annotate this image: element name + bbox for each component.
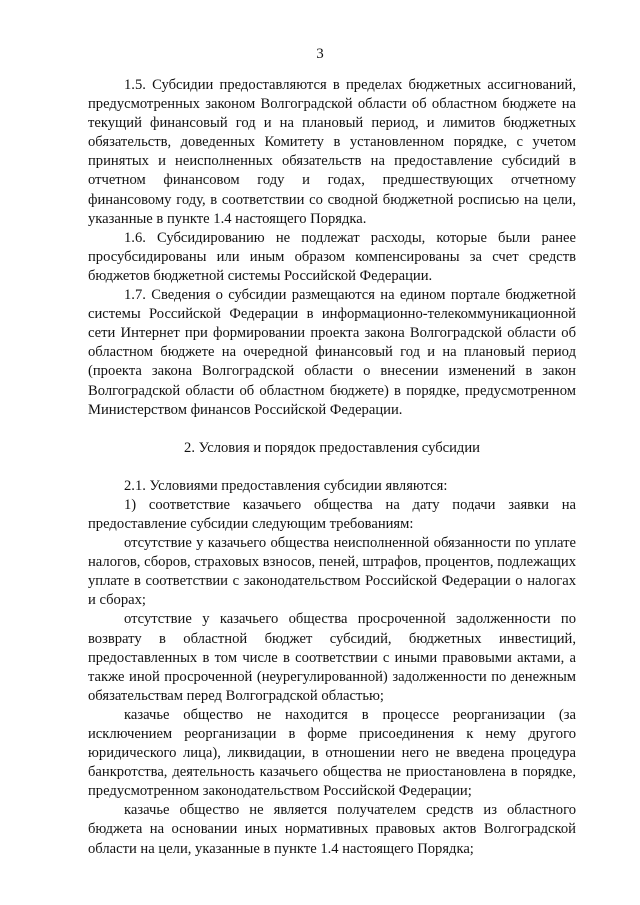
page-number: 3 [316,46,324,62]
paragraph-condition-1: 1) соответствие казачьего общества на дату подачи заявки на предоставление субсидии следующим требованиям: [88,496,576,532]
document-body [88,76,576,859]
paragraph-2-1: 2.1. Условиями предоставления субсидии являются: [124,477,448,494]
paragraph-requirement-taxes: отсутствие у казачьего общества неисполненной обязанности по уплате налогов, сборов, страховых взносов, пеней, штрафов, процентов, подлежащих уплате в соответствии с законодательством Российской Федерации о налогах и сборах; [88,535,576,609]
paragraph-1-7: 1.7. Сведения о субсидии размещаются на едином портале бюджетной системы Российской Федерации в информационно-телекоммуникационной сети Интернет при формировании проекта закона Волгоградской области об областном бюджете на очередной финансовый год и на плановый период (проекта закона Волгоградской области о внесении изменений в закон Волгоградской области об областном бюджете) в порядке, предусмотренном Министерством финансов Российской Федерации. [88,287,576,418]
section-title: 2. Условия и порядок предоставления субсидии [184,439,480,456]
paragraph-1-6: 1.6. Субсидированию не подлежат расходы, которые были ранее просубсидированы или иным образом компенсированы за счет средств бюджетов бюджетной системы Российской Федерации. [88,229,576,284]
paragraph-requirement-reorganization: казачье общество не находится в процессе реорганизации (за исключением реорганизации в форме присоединения к нему другого юридического лица), ликвидации, в отношении него не введена процедура банкротства, деятельность казачьего общества не приостановлена в порядке, предусмотренном законодательством Российской Федерации; [88,706,576,800]
paragraph-1-5: 1.5. Субсидии предоставляются в пределах бюджетных ассигнований, предусмотренных законом Волгоградской области об областном бюджете на текущий финансовый год и на плановый период, и лимитов бюджетных обязательств, доведенных Комитету в установленном порядке, с учетом принятых и неисполненных обязательств на предоставление субсидий в отчетном финансовом году и годах, предшествующих отчетному финансовому году, в соответствии со сводной бюджетной росписью на цели, указанные в пункте 1.4 настоящего Порядка. [88,77,576,227]
paragraph-requirement-other-funds: казачье общество не является получателем средств из областного бюджета на основании иных нормативных правовых актов Волгоградской области на цели, указанные в пункте 1.4 настоящего Порядка; [88,802,576,857]
paragraph-requirement-debt: отсутствие у казачьего общества просроченной задолженности по возврату в областной бюджет субсидий, бюджетных инвестиций, предоставленных в том числе в соответствии с иными правовыми актами, а также иной просроченной (неурегулированной) задолженности по денежным обязательствам перед Волгоградской областью; [88,611,576,704]
